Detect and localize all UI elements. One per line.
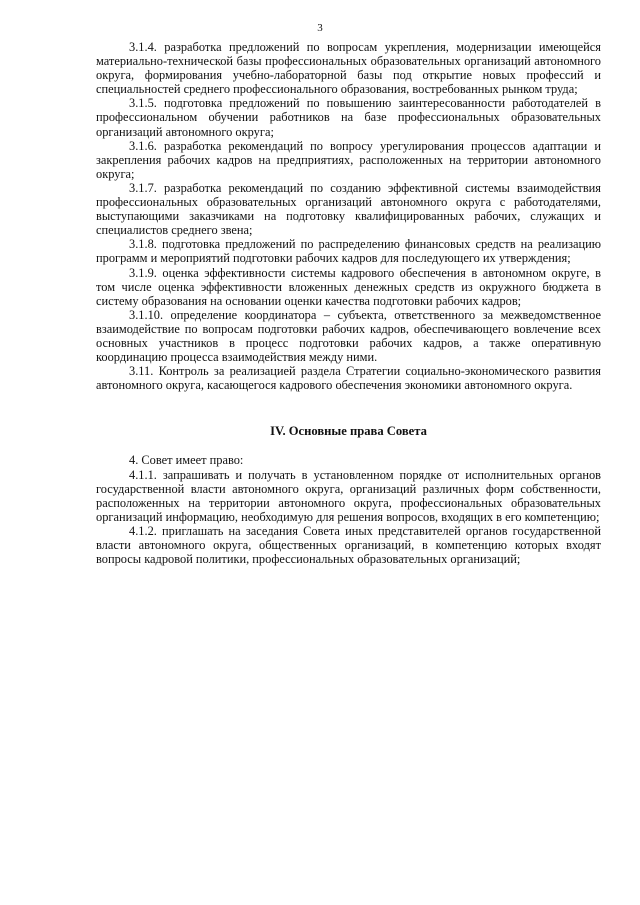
paragraph-3-1-9: 3.1.9. оценка эффективности системы кадрового обеспечения в автономном округе, в том числе оценка эффективности вложенных денежных средств из окружного бюджета в систему образования на основании оценки качества подготовки рабочих кадров; [96,265,601,308]
page-number: 3 [317,22,323,34]
paragraph-4-1-1: 4.1.1. запрашивать и получать в установленном порядке от исполнительных органов государственной власти автономного округа, организаций различных форм собственности, расположенных на территории автономного округа, профессиональных образовательных организаций информацию, необходимую для решения вопросов, входящих в его компетенцию; [96,467,601,524]
paragraph-3-1-10: 3.1.10. определение координатора – субъекта, ответственного за межведомственное взаимодействие по вопросам подготовки рабочих кадров, обеспечивающего вовлечение всех основных участников в процесс подготовки рабочих кадров, а также оперативную координацию процесса взаимодействия между ними. [96,307,601,365]
paragraph-3-1-6: 3.1.6. разработка рекомендаций по вопросу урегулирования процессов адаптации и закрепления рабочих кадров на предприятиях, расположенных на территории автономного округа; [96,138,601,181]
document-body [96,40,601,566]
paragraph-3-11: 3.11. Контроль за реализацией раздела Стратегии социально-экономического развития автономного округа, касающегося кадрового обеспечения экономики автономного округа. [96,364,601,393]
paragraph-3-1-5: 3.1.5. подготовка предложений по повышению заинтересованности работодателей в профессиональном обучении работников на базе профессиональных образовательных организаций автономного округа; [96,96,601,139]
paragraph-3-1-4: 3.1.4. разработка предложений по вопросам укрепления, модернизации имеющейся материально-технической базы профессиональных образовательных организаций автономного округа, формирования учебно-лабораторной базы под открытие новых профессий и специальностей среднего профессионального образования, востребованных рынком труда; [96,40,601,97]
paragraph-3-1-8: 3.1.8. подготовка предложений по распределению финансовых средств на реализацию программ и мероприятий подготовки рабочих кадров для последующего их утверждения; [96,237,601,266]
section-heading: IV. Основные права Совета [270,424,427,439]
paragraph-3-1-7: 3.1.7. разработка рекомендаций по созданию эффективной системы взаимодействия профессиональных образовательных организаций автономного округа с работодателями, выступающими заказчиками на подготовку квалифицированных рабочих, служащих и специалистов среднего звена; [96,180,601,238]
paragraph-4-1-2: 4.1.2. приглашать на заседания Совета иных представителей органов государственной власти автономного округа, общественных организаций, в компетенцию которых входят вопросы кадровой политики, профессиональных образовательных организаций; [96,523,601,567]
paragraph-4: 4. Совет имеет право: [129,453,244,468]
